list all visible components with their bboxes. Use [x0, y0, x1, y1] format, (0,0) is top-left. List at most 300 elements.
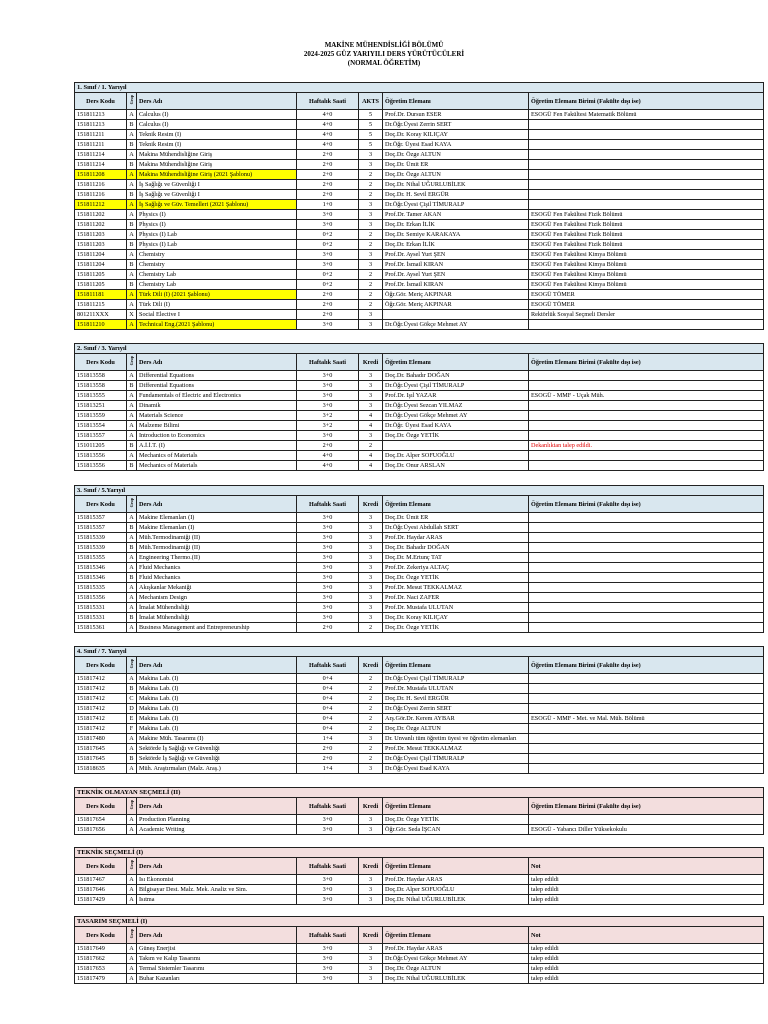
course-name-cell: Makina Lab. (I) [137, 704, 297, 714]
group-cell: A [127, 875, 137, 885]
credit-cell: 3 [359, 371, 383, 381]
weekly-hours-cell: 2+0 [297, 623, 359, 633]
course-code-cell: 151815356 [75, 593, 127, 603]
unit-cell: talep edildi [529, 954, 764, 964]
unit-cell [529, 583, 764, 593]
table-row [75, 401, 764, 411]
column-header: Kredi [359, 927, 383, 944]
course-code-cell: 151811203 [75, 240, 127, 250]
course-name-cell: Chemistry Lab [137, 280, 297, 290]
course-code-cell: 151811181 [75, 290, 127, 300]
course-name-cell: Materials Science [137, 411, 297, 421]
unit-cell [529, 754, 764, 764]
unit-cell: talep edildi [529, 895, 764, 905]
group-cell: B [127, 523, 137, 533]
group-cell: A [127, 451, 137, 461]
credit-cell: 2 [359, 230, 383, 240]
course-code-cell: 151811213 [75, 120, 127, 130]
credit-cell: 2 [359, 623, 383, 633]
table-row [75, 513, 764, 523]
course-code-cell: 151811216 [75, 190, 127, 200]
section-title: TEKNİK SEÇMELİ (I) [75, 848, 764, 858]
instructor-cell: Doç.Dr. Alper SOFUOĞLU [383, 885, 529, 895]
course-table [74, 646, 764, 774]
weekly-hours-cell: 3+0 [297, 583, 359, 593]
course-code-cell: 151813558 [75, 381, 127, 391]
credit-cell: 3 [359, 734, 383, 744]
unit-cell: talep edildi [529, 974, 764, 984]
course-code-cell: 151811214 [75, 150, 127, 160]
table-row [75, 210, 764, 220]
weekly-hours-cell: 3+2 [297, 411, 359, 421]
unit-cell [529, 200, 764, 210]
course-name-cell: İş Sağlığı ve Güv. Temelleri (2021 Şablonu) [137, 200, 297, 210]
instructor-cell: Prof.Dr. Zekeriya ALTAÇ [383, 563, 529, 573]
section-title: TASARIM SEÇMELİ (I) [75, 917, 764, 927]
course-name-cell: Engineering Thermo.(II) [137, 553, 297, 563]
unit-cell [529, 523, 764, 533]
instructor-cell: Doç.Dr. Ümit ER [383, 513, 529, 523]
table-row [75, 391, 764, 401]
credit-cell: 4 [359, 451, 383, 461]
weekly-hours-cell: 0+4 [297, 694, 359, 704]
course-code-cell: 151817412 [75, 704, 127, 714]
credit-cell: 2 [359, 170, 383, 180]
weekly-hours-cell: 3+0 [297, 563, 359, 573]
weekly-hours-cell: 3+0 [297, 371, 359, 381]
column-header: Öğretim Elemanı Birimi (Fakülte dışı ise) [529, 93, 764, 110]
course-code-cell: 151813556 [75, 461, 127, 471]
table-row [75, 170, 764, 180]
course-code-cell: 151815331 [75, 613, 127, 623]
column-header: Öğretim Elemanı Birimi (Fakülte dışı ise) [529, 657, 764, 674]
table-row [75, 825, 764, 835]
credit-cell: 2 [359, 704, 383, 714]
column-header: Haftalık Saati [297, 496, 359, 513]
weekly-hours-cell: 0+4 [297, 684, 359, 694]
course-table [74, 787, 764, 835]
credit-cell: 3 [359, 320, 383, 330]
course-name-cell: Makina Mühendisliğine Giriş (2021 Şablonu) [137, 170, 297, 180]
weekly-hours-cell: 3+0 [297, 825, 359, 835]
course-name-cell: Sektörde İş Sağlığı ve Güvenliği [137, 754, 297, 764]
column-header: Öğretim Elemanı Birimi (Fakülte dışı ise) [529, 798, 764, 815]
table-row [75, 411, 764, 421]
column-header: Haftalık Saati [297, 354, 359, 371]
unit-cell: ESOGÜ Fen Fakültesi Fizik Bölümü [529, 240, 764, 250]
course-code-cell: 151813555 [75, 391, 127, 401]
weekly-hours-cell: 3+0 [297, 944, 359, 954]
course-name-cell: Physics (I) [137, 220, 297, 230]
table-row [75, 441, 764, 451]
column-header: Ders Kodu [75, 927, 127, 944]
instructor-cell: Prof.Dr. Haydar ARAS [383, 533, 529, 543]
credit-cell: 3 [359, 160, 383, 170]
course-name-cell: Güneş Enerjisi [137, 944, 297, 954]
course-name-cell: Technical Eng.(2021 Şablonu) [137, 320, 297, 330]
instructor-cell: Doç.Dr. M.Ertunç TAT [383, 553, 529, 563]
weekly-hours-cell: 0+2 [297, 230, 359, 240]
weekly-hours-cell: 3+0 [297, 250, 359, 260]
course-code-cell: 151811204 [75, 250, 127, 260]
instructor-cell: Prof.Dr. Işıl YAZAR [383, 391, 529, 401]
group-cell: A [127, 583, 137, 593]
credit-cell: 2 [359, 300, 383, 310]
course-code-cell: 151817646 [75, 885, 127, 895]
column-header: Ders Adı [137, 496, 297, 513]
course-code-cell: 151815357 [75, 523, 127, 533]
weekly-hours-cell: 1+0 [297, 200, 359, 210]
weekly-hours-cell: 4+0 [297, 451, 359, 461]
unit-cell: ESOGÜ Fen Fakültesi Kimya Bölümü [529, 280, 764, 290]
credit-cell: 3 [359, 974, 383, 984]
unit-cell [529, 451, 764, 461]
course-code-cell: 151811213 [75, 110, 127, 120]
course-name-cell: İş Sağlığı ve Güvenliği I [137, 180, 297, 190]
unit-cell [529, 421, 764, 431]
group-cell: B [127, 280, 137, 290]
instructor-cell: Dr.Öğr.Üyesi Çişil TİMURALP [383, 754, 529, 764]
table-row [75, 200, 764, 210]
unit-cell [529, 543, 764, 553]
course-table [74, 485, 764, 633]
group-cell: A [127, 674, 137, 684]
credit-cell: 2 [359, 674, 383, 684]
table-row [75, 543, 764, 553]
credit-cell: 2 [359, 240, 383, 250]
column-header: Kredi [359, 858, 383, 875]
course-code-cell: 151817654 [75, 815, 127, 825]
column-header: Ders Adı [137, 657, 297, 674]
column-header: Öğretim Elemanı [383, 93, 529, 110]
weekly-hours-cell: 0+2 [297, 280, 359, 290]
table-row [75, 431, 764, 441]
group-cell: A [127, 563, 137, 573]
course-code-cell: 151811212 [75, 200, 127, 210]
credit-cell: 2 [359, 290, 383, 300]
table-row [75, 583, 764, 593]
credit-cell: 3 [359, 200, 383, 210]
course-code-cell: 801211XXX [75, 310, 127, 320]
weekly-hours-cell: 4+0 [297, 461, 359, 471]
unit-cell: Rektörlük Sosyal Seçmeli Dersler [529, 310, 764, 320]
course-name-cell: Müh.Termodinamiği (II) [137, 533, 297, 543]
table-row [75, 613, 764, 623]
section-title: TEKNİK OLMAYAN SEÇMELİ (II) [75, 788, 764, 798]
unit-cell [529, 320, 764, 330]
course-name-cell: Makina Lab. (I) [137, 684, 297, 694]
table-row [75, 240, 764, 250]
course-name-cell: Production Planning [137, 815, 297, 825]
course-code-cell: 151815346 [75, 563, 127, 573]
group-cell: A [127, 734, 137, 744]
table-row [75, 563, 764, 573]
course-code-cell: 151817653 [75, 964, 127, 974]
unit-cell [529, 170, 764, 180]
course-code-cell: 151811211 [75, 130, 127, 140]
table-row [75, 553, 764, 563]
instructor-cell: Prof.Dr. Aysel Yurt ŞEN [383, 250, 529, 260]
instructor-cell: Öğr.Gör. Meriç AKPINAR [383, 300, 529, 310]
weekly-hours-cell: 3+0 [297, 895, 359, 905]
instructor-cell: Prof.Dr. Aysel Yurt ŞEN [383, 270, 529, 280]
table-row [75, 371, 764, 381]
instructor-cell: Doç.Dr. Bahadır DOĞAN [383, 543, 529, 553]
instructor-cell: Prof.Dr. Tamer AKAN [383, 210, 529, 220]
weekly-hours-cell: 3+0 [297, 964, 359, 974]
weekly-hours-cell: 2+0 [297, 170, 359, 180]
course-name-cell: Calculus (I) [137, 120, 297, 130]
course-name-cell: Türk Dili (I) [137, 300, 297, 310]
group-cell: B [127, 573, 137, 583]
unit-cell [529, 623, 764, 633]
instructor-cell: Doç.Dr. H. Sevil ERGÜR [383, 694, 529, 704]
column-header: Not [529, 858, 764, 875]
group-cell: B [127, 260, 137, 270]
course-name-cell: Calculus (I) [137, 110, 297, 120]
group-cell: A [127, 200, 137, 210]
weekly-hours-cell: 2+0 [297, 310, 359, 320]
course-name-cell: Chemistry [137, 250, 297, 260]
course-code-cell: 151817649 [75, 944, 127, 954]
course-code-cell: 151813558 [75, 371, 127, 381]
group-cell: A [127, 421, 137, 431]
unit-cell [529, 160, 764, 170]
group-cell: A [127, 623, 137, 633]
course-name-cell: Makina Lab. (I) [137, 724, 297, 734]
course-name-cell: Malzeme Bilimi [137, 421, 297, 431]
weekly-hours-cell: 2+0 [297, 441, 359, 451]
course-name-cell: Isı Ekonomisi [137, 875, 297, 885]
course-name-cell: Dinamik [137, 401, 297, 411]
instructor-cell: Dr. Unvanlı tüm öğretim üyesi ve öğretim elemanları [383, 734, 529, 744]
group-cell: B [127, 160, 137, 170]
group-cell: F [127, 724, 137, 734]
column-header: Haftalık Saati [297, 858, 359, 875]
table-row [75, 573, 764, 583]
group-cell: B [127, 240, 137, 250]
weekly-hours-cell: 3+0 [297, 533, 359, 543]
section-title: 2. Sınıf / 3. Yarıyıl [75, 344, 764, 354]
weekly-hours-cell: 0+2 [297, 240, 359, 250]
credit-cell: 5 [359, 120, 383, 130]
group-cell: A [127, 744, 137, 754]
instructor-cell: Dr.Öğr.Üyesi Zerrin SERT [383, 704, 529, 714]
course-code-cell: 151817645 [75, 744, 127, 754]
credit-cell: 5 [359, 130, 383, 140]
instructor-cell: Doç.Dr. H. Sevil ERGÜR [383, 190, 529, 200]
column-header: Ders Kodu [75, 657, 127, 674]
instructor-cell: Doç.Dr. Onur ARSLAN [383, 461, 529, 471]
course-code-cell: 151813554 [75, 421, 127, 431]
course-code-cell: 151811202 [75, 210, 127, 220]
unit-cell: talep edildi [529, 875, 764, 885]
unit-cell [529, 815, 764, 825]
course-code-cell: 151817662 [75, 954, 127, 964]
weekly-hours-cell: 3+0 [297, 974, 359, 984]
column-header: Grup [127, 858, 137, 875]
column-header: Ders Kodu [75, 858, 127, 875]
unit-cell [529, 553, 764, 563]
group-cell: B [127, 754, 137, 764]
group-cell: A [127, 764, 137, 774]
table-row [75, 694, 764, 704]
course-code-cell: 151811202 [75, 220, 127, 230]
group-cell: A [127, 513, 137, 523]
credit-cell: 3 [359, 431, 383, 441]
column-header: Haftalık Saati [297, 93, 359, 110]
weekly-hours-cell: 3+0 [297, 220, 359, 230]
table-row [75, 714, 764, 724]
table-row [75, 290, 764, 300]
unit-cell: ESOGÜ - MMF - Met. ve Mal. Müh. Bölümü [529, 714, 764, 724]
course-name-cell: İmalat Mühendisliği [137, 613, 297, 623]
weekly-hours-cell: 2+0 [297, 300, 359, 310]
instructor-cell: Doç.Dr. Alper SOFUOĞLU [383, 451, 529, 461]
instructor-cell: Dr.Öğr.Üyesi Çişil TİMURALP [383, 200, 529, 210]
course-name-cell: A.İ.İ.T. (I) [137, 441, 297, 451]
course-name-cell: Physics (I) Lab [137, 240, 297, 250]
course-name-cell: Makina Mühendisliğine Giriş [137, 160, 297, 170]
course-table [74, 916, 764, 984]
weekly-hours-cell: 2+0 [297, 190, 359, 200]
unit-cell [529, 724, 764, 734]
credit-cell: 2 [359, 684, 383, 694]
weekly-hours-cell: 3+0 [297, 210, 359, 220]
group-cell: A [127, 964, 137, 974]
group-cell: B [127, 684, 137, 694]
credit-cell: 3 [359, 150, 383, 160]
course-name-cell: Makine Elemanları (I) [137, 523, 297, 533]
course-name-cell: Differential Equations [137, 371, 297, 381]
course-name-cell: İmalat Mühendisliği [137, 603, 297, 613]
table-row [75, 974, 764, 984]
table-row [75, 875, 764, 885]
credit-cell: 3 [359, 825, 383, 835]
course-code-cell: 151813251 [75, 401, 127, 411]
unit-cell [529, 371, 764, 381]
instructor-cell: Öğr.Gör. Seda İŞCAN [383, 825, 529, 835]
weekly-hours-cell: 2+0 [297, 744, 359, 754]
table-row [75, 964, 764, 974]
instructor-cell: Doç.Dr. Özge ALTUN [383, 150, 529, 160]
credit-cell: 2 [359, 280, 383, 290]
column-header: Grup [127, 657, 137, 674]
group-cell: A [127, 411, 137, 421]
course-code-cell: 151817467 [75, 875, 127, 885]
unit-cell [529, 180, 764, 190]
column-header: Haftalık Saati [297, 927, 359, 944]
weekly-hours-cell: 3+0 [297, 815, 359, 825]
column-header: Grup [127, 927, 137, 944]
instructor-cell: Dr.Öğr.Üyesi Gökçe Mehmet AY [383, 954, 529, 964]
instructor-cell: Dr.Öğr.Üyesi Abdullah SERT [383, 523, 529, 533]
weekly-hours-cell: 3+0 [297, 603, 359, 613]
group-cell: A [127, 895, 137, 905]
instructor-cell: Dr.Öğr.Üyesi Gökçe Mehmet AY [383, 411, 529, 421]
table-row [75, 704, 764, 714]
unit-cell [529, 704, 764, 714]
table-row [75, 190, 764, 200]
course-name-cell: Buhar Kazanları [137, 974, 297, 984]
credit-cell: 3 [359, 250, 383, 260]
weekly-hours-cell: 2+0 [297, 160, 359, 170]
unit-cell [529, 734, 764, 744]
instructor-cell: Doç.Dr. Özge ALTUN [383, 170, 529, 180]
group-cell: A [127, 391, 137, 401]
table-row [75, 815, 764, 825]
table-row [75, 150, 764, 160]
instructor-cell: Dr.Öğr.Üyesi Esad KAYA [383, 764, 529, 774]
instructor-cell: Dr.Öğr.Üyesi Zerrin SERT [383, 120, 529, 130]
credit-cell: 2 [359, 441, 383, 451]
credit-cell: 3 [359, 523, 383, 533]
course-code-cell: 151817479 [75, 974, 127, 984]
instructor-cell: Dr.Öğr.Üyesi Çişil TİMURALP [383, 381, 529, 391]
instructor-cell: Prof.Dr. Haydar ARAS [383, 944, 529, 954]
weekly-hours-cell: 3+0 [297, 513, 359, 523]
instructor-cell: Dr.Öğr. Üyesi Esad KAYA [383, 421, 529, 431]
course-name-cell: Takım ve Kalıp Tasarımı [137, 954, 297, 964]
instructor-cell: Prof.Dr. Mustafa ULUTAN [383, 603, 529, 613]
weekly-hours-cell: 2+0 [297, 150, 359, 160]
instructor-cell: Prof.Dr. Mustafa ULUTAN [383, 684, 529, 694]
program-type-title: (NORMAL ÖĞRETİM) [347, 59, 421, 67]
course-code-cell: 151815331 [75, 603, 127, 613]
credit-cell: 3 [359, 381, 383, 391]
table-row [75, 250, 764, 260]
credit-cell: 3 [359, 401, 383, 411]
table-row [75, 110, 764, 120]
weekly-hours-cell: 3+0 [297, 401, 359, 411]
group-cell: A [127, 815, 137, 825]
weekly-hours-cell: 3+0 [297, 381, 359, 391]
unit-cell [529, 674, 764, 684]
instructor-cell: Prof.Dr. Dursun ESER [383, 110, 529, 120]
credit-cell: 3 [359, 895, 383, 905]
unit-cell: talep edildi [529, 944, 764, 954]
group-cell: B [127, 441, 137, 451]
course-name-cell: Isıtma [137, 895, 297, 905]
weekly-hours-cell: 1+4 [297, 734, 359, 744]
group-cell: A [127, 974, 137, 984]
credit-cell: 4 [359, 421, 383, 431]
column-header: Ders Kodu [75, 798, 127, 815]
group-cell: A [127, 290, 137, 300]
table-row [75, 674, 764, 684]
group-cell: A [127, 944, 137, 954]
instructor-cell: Doç.Dr. Erkan İLİK [383, 240, 529, 250]
table-row [75, 754, 764, 764]
course-name-cell: Chemistry [137, 260, 297, 270]
instructor-cell: Doç.Dr. Özge ALTUN [383, 724, 529, 734]
unit-cell [529, 140, 764, 150]
column-header: Öğretim Elemanı [383, 927, 529, 944]
unit-cell: ESOGÜ TÖMER [529, 290, 764, 300]
group-cell: D [127, 704, 137, 714]
unit-cell [529, 431, 764, 441]
course-name-cell: Teknik Resim (I) [137, 130, 297, 140]
column-header: Grup [127, 496, 137, 513]
credit-cell: 3 [359, 764, 383, 774]
credit-cell: 3 [359, 603, 383, 613]
section-title: 3. Sınıf / 5.Yarıyıl [75, 486, 764, 496]
unit-cell: Dekanlıktan talep edildi. [529, 441, 764, 451]
column-header: Grup [127, 354, 137, 371]
column-header: Kredi [359, 798, 383, 815]
credit-cell: 3 [359, 613, 383, 623]
group-cell: B [127, 543, 137, 553]
